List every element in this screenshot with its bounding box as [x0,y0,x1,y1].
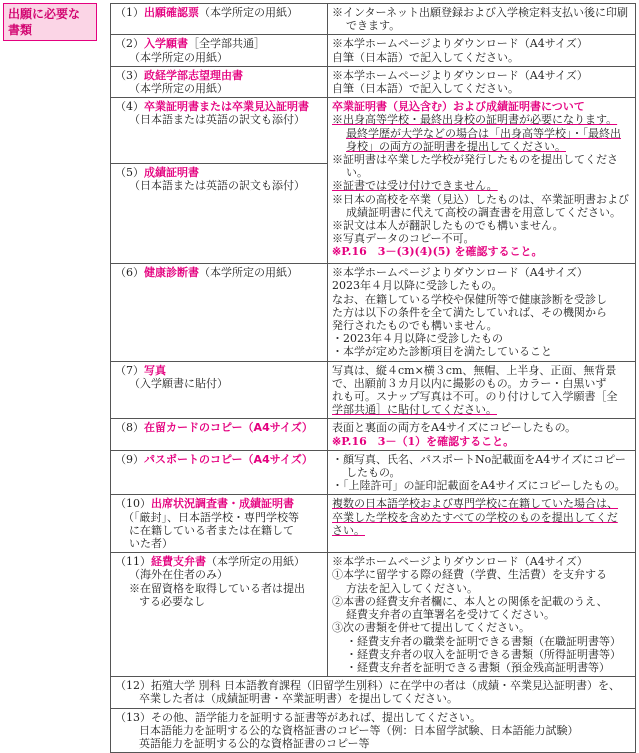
item-number: （6） [115,266,144,280]
item-title: 入学願書 [144,37,188,51]
detail-line: ・経費支弁者の収入を証明できる書類（所得証明書等） [346,647,621,661]
item-note: （日本語または英語の訳文も添付） [129,179,305,193]
item-cell [111,553,328,677]
item-cell [111,419,328,450]
detail-line: ※本学ホームページよりダウンロード（A4サイズ） [332,37,588,51]
item-cell [111,264,328,361]
table-row [111,98,636,164]
detail-line: ※P.16 3－（1）を確認すること。 [332,434,515,448]
item-cell [111,361,328,419]
section-tag-line1: 出願に必要な [8,7,81,21]
item-cell [111,35,328,66]
item-number: （9） [115,452,144,466]
detail-line: ①本学に留学する際の経費（学費、生活費）を支弁する [332,568,607,582]
item-title: 健康診断書 [144,266,199,280]
detail-line: なお、在籍している学校や保健所等で健康診断を受診し [332,292,607,306]
detail-line: ・本学が定めた診断項目を満たしていること [332,345,552,359]
detail-line: ※訳文は本人が翻訳したものでも構いません。 [332,219,564,233]
detail-line: ③次の書類を併せて提出してください。 [332,621,530,635]
detail-line: ※写真データのコピー不可。 [332,232,475,246]
item-title: 卒業証明書または卒業見込証明書 [144,100,309,114]
detail-line: できます。 [346,19,401,33]
detail-line: 拓殖大学 別科 日本語教育課程（旧留学生別科）に在学中の者は（成績・卒業見込証明書）を、 [151,679,620,693]
detail-line: ※出身高等学校・最終出身校の証明書が必要になります。 [332,113,618,127]
item-number: （5） [115,166,144,180]
section-tag-line2: 書類 [8,23,33,37]
item-number: （10） [115,497,151,511]
item-title: 在留カードのコピー（A4サイズ） [144,421,313,435]
detail-line: ※日本の高校を卒業（見込）したものは、卒業証明書および [332,192,629,206]
table-row [111,553,636,677]
documents-table [110,3,636,753]
detail-cell [328,4,636,35]
detail-cell [328,98,636,264]
detail-line: ・経費支弁者の職業を証明できる書類（在職証明書等） [346,634,621,648]
item-title: 出席状況調査書・成績証明書 [151,497,294,511]
detail-line: ※本学ホームページよりダウンロード（A4サイズ） [332,68,588,82]
detail-line: 複数の日本語学校および専門学校に在籍していた場合は、 [332,497,618,511]
item-note: （海外在住者のみ） [129,568,228,582]
table-row [111,495,636,553]
table-row [111,66,636,97]
detail-heading: 卒業証明書（見込含む）および成績証明書について [332,100,585,114]
item-number: （2） [115,37,144,51]
item-number: （13） [115,710,151,724]
detail-line: ※インターネット出願登録および入学検定料支払い後に印刷 [332,6,629,19]
detail-line: れも可。スナップ写真は不可。のり付けして入学願書［全 [332,390,618,404]
table-row [111,264,636,361]
detail-line: 卒業した者は（成績証明書・卒業証明書）を提出してください。 [139,692,458,706]
detail-cell [328,450,636,495]
detail-line: 卒業した学校を含めたすべての学校のものを提出してくだ [332,510,618,524]
item-note: いた者） [129,537,173,551]
item-note: （入学願書に貼付） [129,376,228,390]
detail-line: ※証明書は卒業した学校が発行したものを提出してくださ [332,153,618,167]
wide-cell [111,677,636,708]
detail-cell [328,66,636,97]
detail-line: た方は以下の条件を全て満たしていれば、その機関から [332,305,607,319]
table-row [111,419,636,450]
detail-line: ・2023年４月以降に受診したもの [332,332,503,346]
detail-line: 成績証明書に代えて高校の調査書を用意してください。 [346,205,621,219]
item-title: 経費支弁書 [151,555,206,569]
item-cell [111,164,328,264]
detail-line: 2023年４月以降に受診したもの。 [332,279,503,293]
detail-line: その他、語学能力を証明する証書等があれば、提出してください。 [151,710,481,724]
table-row [111,35,636,66]
detail-cell [328,264,636,361]
item-number: （1） [115,6,144,19]
detail-line: 身校」の両方の証明書を提出してください。 [346,139,566,153]
item-cell [111,495,328,553]
detail-line: 発行されたものでも構いません。 [332,319,498,333]
item-cell [111,4,328,35]
item-cell [111,450,328,495]
item-note: ［全学部共通］ [188,37,265,51]
table-row [111,450,636,495]
item-note: ※在留資格を取得している者は提出 [129,581,305,595]
detail-line: 最終学歴が大学などの場合は「出身高等学校」・「最終出 [346,126,621,140]
item-cell [111,98,328,164]
item-title: 写真 [144,363,166,377]
item-note: （日本語または英語の訳文も添付） [129,113,305,127]
detail-line: 英語能力を証明する公的な資格証書のコピー等 [139,736,370,750]
item-note: （本学所定の用紙） [199,266,298,280]
detail-line: 自筆（日本語）で記入してください。 [332,50,519,64]
item-note: に在籍している者または在籍して [129,523,294,537]
detail-line: ②本書の経費支弁者欄に、本人との関係を記載のうえ、 [332,594,608,608]
item-title: 出願確認票 [144,6,199,19]
detail-cell [328,553,636,677]
item-note: （本学所定の用紙） [129,50,228,64]
item-number: （3） [115,68,144,82]
detail-line: 日本語能力を証明する公的な資格証書のコピー等（例：日本留学試験、日本語能力試験） [139,723,579,737]
item-title: パスポートのコピー（A4サイズ） [144,452,313,466]
item-note: する必要なし [139,594,205,608]
table-row [111,361,636,419]
item-note: （「厳封」、日本語学校・専門学校等 [123,510,299,524]
item-title: 成績証明書 [144,166,199,180]
item-cell [111,66,328,97]
table-row [111,708,636,753]
item-note: （本学所定の用紙） [129,82,228,96]
detail-cell [328,495,636,553]
item-note: （本学所定の用紙） [199,6,298,19]
detail-line: ※証書では受け付けできません。 [332,179,498,193]
detail-cell [328,361,636,419]
detail-line: ・経費支弁者を証明できる書類（預金残高証明書等） [346,660,610,674]
detail-line: ・「上陸許可」の証印記載面をA4サイズにコピーしたもの。 [332,479,626,493]
detail-line: ・顔写真、氏名、パスポートNo記載面をA4サイズにコピー [332,452,626,466]
table-row [111,677,636,708]
item-number: （7） [115,363,144,377]
section-tag [3,3,97,41]
detail-cell [328,35,636,66]
detail-line: 方法を記入してください。 [346,581,478,595]
item-note: （本学所定の用紙） [206,555,305,569]
detail-line: ※本学ホームページよりダウンロード（A4サイズ） [332,555,588,569]
item-number: （11） [115,555,151,569]
detail-line: い。 [346,166,368,180]
detail-line: ※P.16 3－(3)(4)(5) を確認すること。 [332,245,543,259]
detail-line: 自筆（日本語）で記入してください。 [332,82,519,96]
detail-line: で、出願前３カ月以内に撮影のもの。カラー・白黒いず [332,376,607,390]
detail-line: 経費支弁者の直筆署名を受けてください。 [346,608,555,622]
detail-line: さい。 [332,523,365,537]
detail-cell [328,419,636,450]
detail-line: 写真は、縦４cm×横３cm、無帽、上半身、正面、無背景 [332,363,617,377]
detail-line: 学部共通］に貼付してください。 [332,403,497,417]
item-title: 政経学部志望理由書 [144,68,243,82]
detail-line: 表面と裏面の両方をA4サイズにコピーしたもの。 [332,421,577,435]
wide-cell [111,708,636,753]
item-number: （4） [115,100,144,114]
detail-line: したもの。 [346,466,401,480]
item-number: （8） [115,421,144,435]
table-row [111,4,636,35]
detail-line: ※本学ホームページよりダウンロード（A4サイズ） [332,266,588,280]
item-number: （12） [115,679,151,693]
